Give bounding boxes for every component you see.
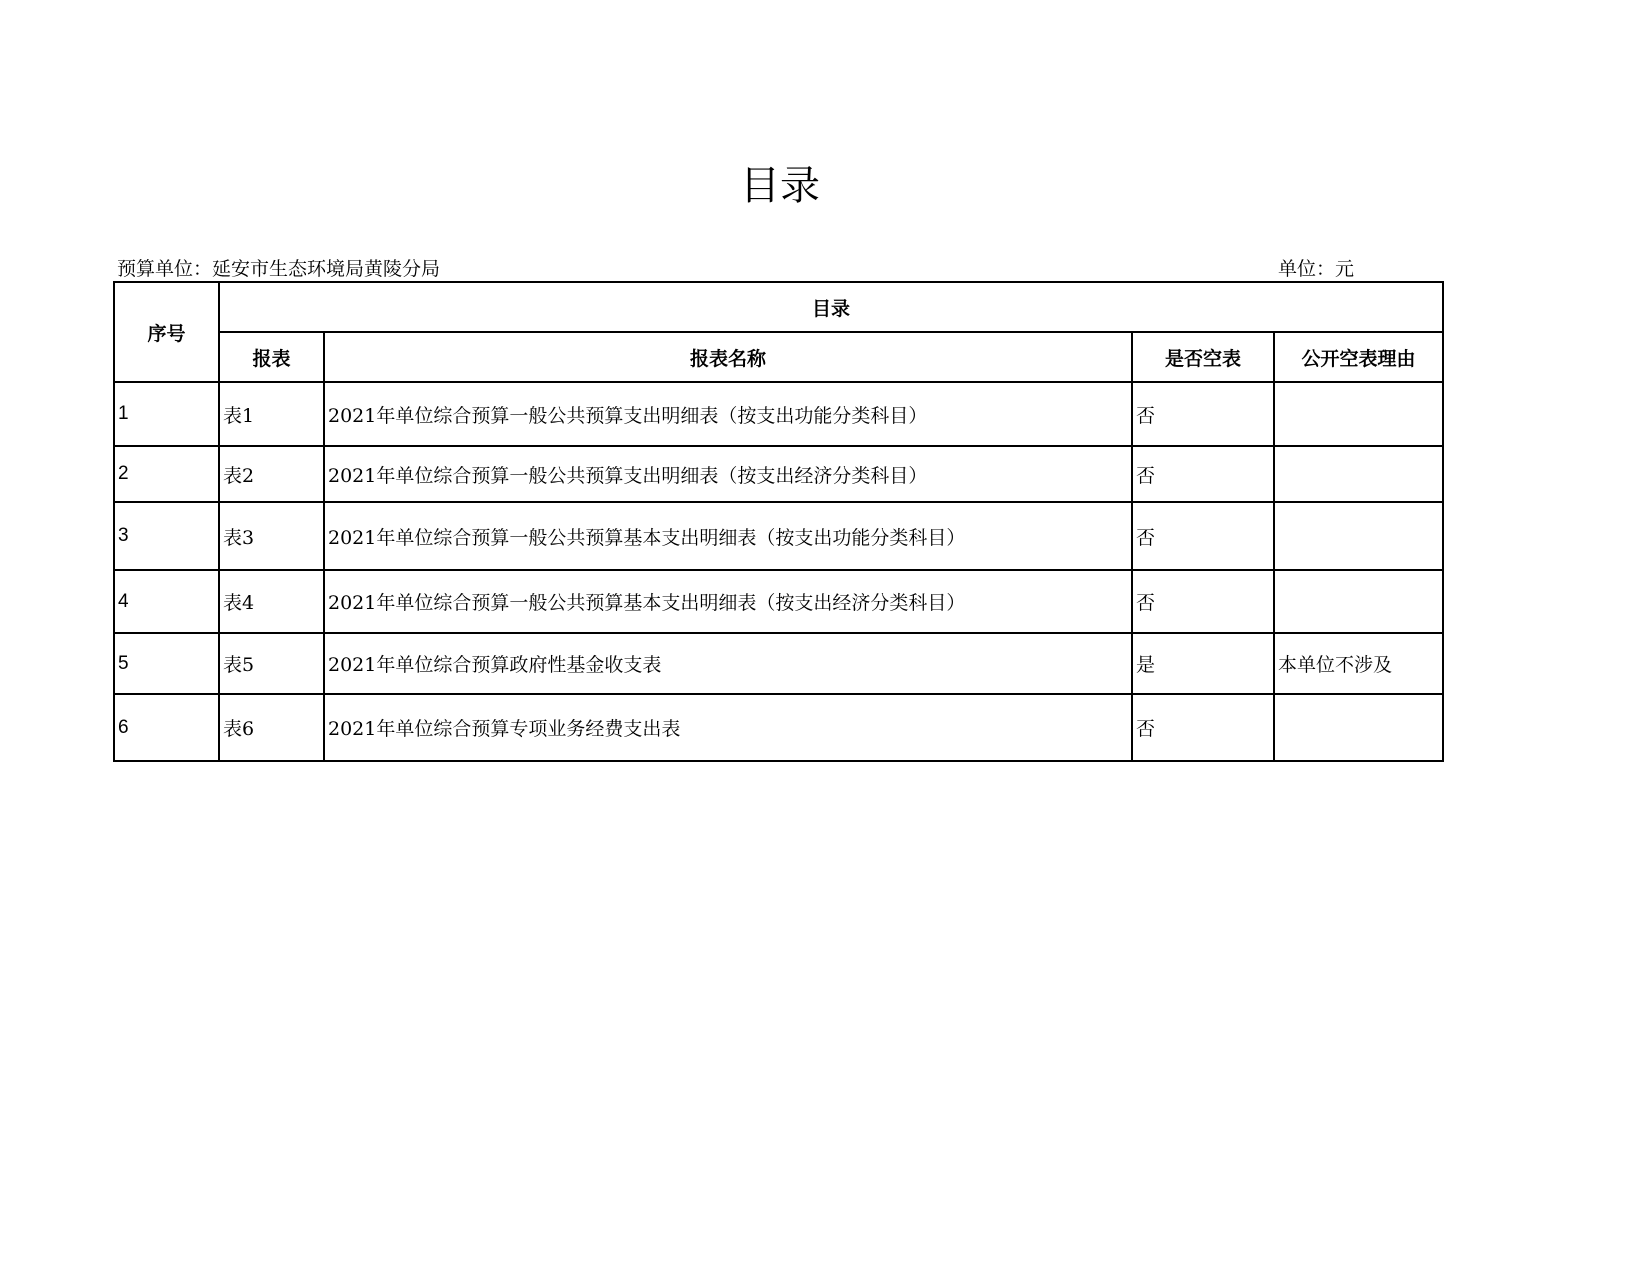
table-row	[114, 570, 1443, 633]
header-catalog: 目录	[219, 282, 1443, 332]
row-is-empty: 否	[1132, 382, 1274, 446]
row-is-empty: 否	[1132, 570, 1274, 633]
row-sheet-name: 2021年单位综合预算一般公共预算基本支出明细表（按支出经济分类科目）	[324, 570, 1132, 633]
row-index: 2	[114, 446, 219, 502]
header-is-empty: 是否空表	[1132, 332, 1274, 382]
row-sheet-name: 2021年单位综合预算一般公共预算支出明细表（按支出功能分类科目）	[324, 382, 1132, 446]
table-row	[114, 694, 1443, 761]
row-index: 6	[114, 694, 219, 761]
budget-unit-label: 预算单位：延安市生态环境局黄陵分局	[117, 258, 441, 280]
page-title: 目录	[740, 163, 820, 209]
row-index: 1	[114, 382, 219, 446]
currency-unit-label: 单位：元	[1278, 258, 1355, 280]
table-row	[114, 502, 1443, 570]
row-sheet-name: 2021年单位综合预算专项业务经费支出表	[324, 694, 1132, 761]
header-index: 序号	[114, 282, 219, 382]
row-sheet-name: 2021年单位综合预算一般公共预算基本支出明细表（按支出功能分类科目）	[324, 502, 1132, 570]
row-sheet: 表1	[219, 382, 324, 446]
row-sheet: 表2	[219, 446, 324, 502]
row-sheet-name: 2021年单位综合预算一般公共预算支出明细表（按支出经济分类科目）	[324, 446, 1132, 502]
row-reason: 本单位不涉及	[1274, 633, 1443, 694]
row-index: 4	[114, 570, 219, 633]
row-index: 3	[114, 502, 219, 570]
table-row	[114, 382, 1443, 446]
table-row	[114, 633, 1443, 694]
row-sheet: 表6	[219, 694, 324, 761]
row-reason	[1274, 694, 1443, 761]
row-sheet-name: 2021年单位综合预算政府性基金收支表	[324, 633, 1132, 694]
row-index: 5	[114, 633, 219, 694]
row-reason	[1274, 502, 1443, 570]
header-sheet-name: 报表名称	[324, 332, 1132, 382]
header-reason: 公开空表理由	[1274, 332, 1443, 382]
row-sheet: 表3	[219, 502, 324, 570]
table-row	[114, 446, 1443, 502]
row-is-empty: 否	[1132, 694, 1274, 761]
row-reason	[1274, 446, 1443, 502]
catalog-table	[113, 281, 1444, 762]
row-sheet: 表4	[219, 570, 324, 633]
row-reason	[1274, 570, 1443, 633]
row-sheet: 表5	[219, 633, 324, 694]
row-is-empty: 是	[1132, 633, 1274, 694]
row-is-empty: 否	[1132, 502, 1274, 570]
row-reason	[1274, 382, 1443, 446]
row-is-empty: 否	[1132, 446, 1274, 502]
header-sheet: 报表	[219, 332, 324, 382]
